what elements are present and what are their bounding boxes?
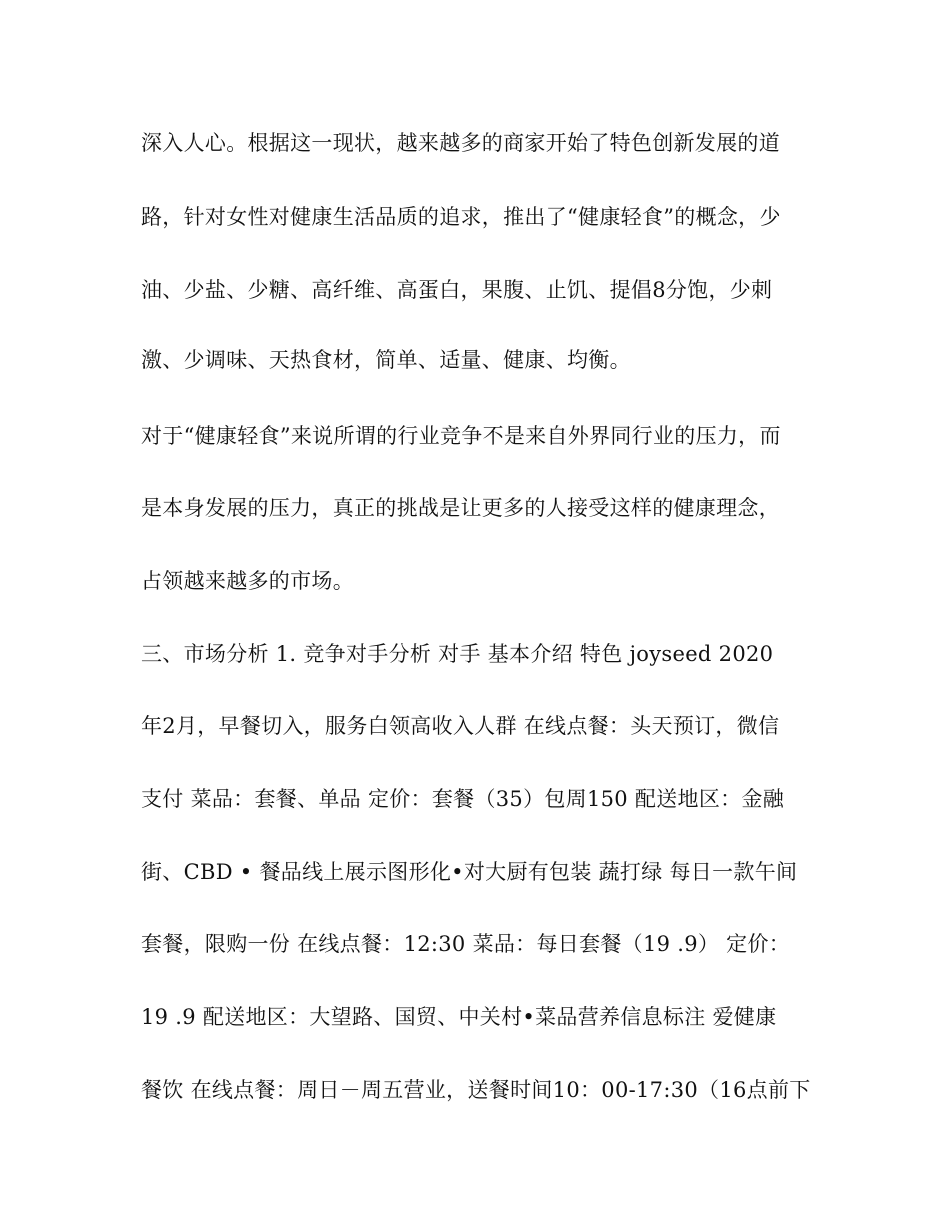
text-line-10: 支付 菜品：套餐、单品 定价：套餐（35）包周150 配送地区：金融	[141, 787, 785, 811]
text-line-9: 年2月，早餐切入，服务白领高收入人群 在线点餐：头天预订，微信	[141, 714, 780, 738]
text-line-7: 占领越来越多的市场。	[141, 569, 354, 593]
section-heading-line: 三、市场分析 1. 竞争对手分析 对手 基本介绍 特色 joyseed 2020	[141, 642, 774, 666]
text-line-12: 套餐，限购一份 在线点餐：12:30 菜品：每日套餐（19 .9） 定价：	[141, 932, 791, 956]
text-line-5: 对于“健康轻食”来说所谓的行业竞争不是来自外界同行业的压力，而	[141, 424, 781, 448]
text-line-4: 激、少调味、天热食材，简单、适量、健康、均衡。	[141, 348, 631, 372]
text-line-11: 街、CBD • 餐品线上展示图形化•对大厨有包装 蔬打绿 每日一款午间	[141, 860, 798, 884]
text-line-6: 是本身发展的压力，真正的挑战是让更多的人接受这样的健康理念，	[141, 496, 780, 520]
text-line-2: 路，针对女性对健康生活品质的追求，推出了“健康轻食”的概念，少	[141, 205, 781, 229]
text-line-14: 餐饮 在线点餐：周日－周五营业，送餐时间10：00-17:30（16点前下	[141, 1078, 811, 1102]
text-line-3: 油、少盐、少糖、高纤维、高蛋白，果腹、止饥、提倡8分饱，少刺	[141, 278, 773, 302]
text-line-13: 19 .9 配送地区：大望路、国贸、中关村•菜品营养信息标注 爱健康	[141, 1005, 777, 1029]
text-line-1: 深入人心。根据这一现状，越来越多的商家开始了特色创新发展的道	[141, 131, 780, 155]
